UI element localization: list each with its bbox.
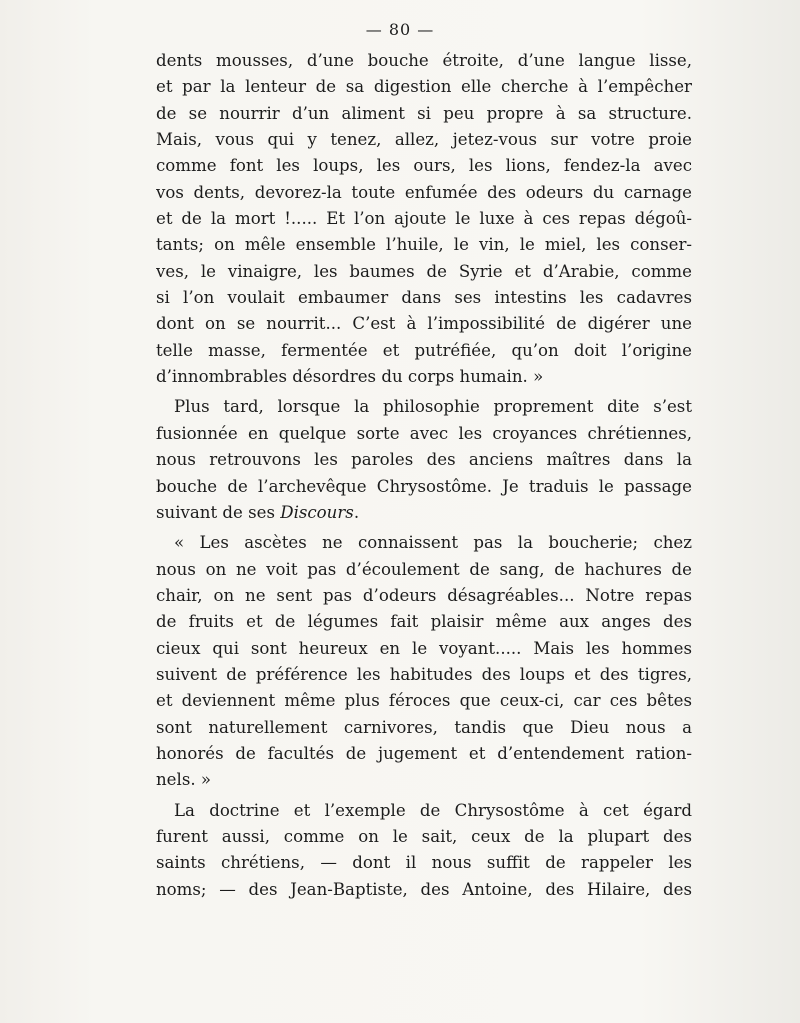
text-line: tants; on mêle ensemble l’huile, le vin, le miel, les conser- xyxy=(156,235,692,255)
text-line: dont on se nourrit... C’est à l’impossibilité de digérer une xyxy=(156,314,692,334)
text-line: comme font les loups, les ours, les lions, fendez-la avec xyxy=(156,156,692,176)
body-text xyxy=(156,48,692,903)
text-line: si l’on voulait embaumer dans ses intestins les cadavres xyxy=(156,288,692,308)
text-line: d’innombrables désordres du corps humain. » xyxy=(156,367,544,387)
text-line: nels. » xyxy=(156,770,212,790)
text-line: « Les ascètes ne connaissent pas la boucherie; chez xyxy=(174,533,692,553)
text-line: telle masse, fermentée et putréfiée, qu’on doit l’origine xyxy=(156,340,692,360)
text-line: vos dents, devorez-la toute enfumée des odeurs du carnage xyxy=(156,182,692,202)
page-number: — 80 — xyxy=(365,20,435,39)
paragraph-1 xyxy=(156,48,692,390)
paragraph-4 xyxy=(156,798,692,903)
text-line: bouche de l’archevêque Chrysostôme. Je traduis le passage xyxy=(156,476,692,496)
text-line: chair, on ne sent pas d’odeurs désagréables... Notre repas xyxy=(156,585,692,605)
text-line: suivent de préférence les habitudes des loups et des tigres, xyxy=(156,664,692,684)
text-line: et par la lenteur de sa digestion elle cherche à l’empêcher xyxy=(156,77,692,97)
text-line: Mais, vous qui y tenez, allez, jetez-vous sur votre proie xyxy=(156,130,692,150)
italic-title: Discours xyxy=(280,502,354,522)
paragraph-2 xyxy=(156,394,692,526)
text-line xyxy=(156,500,692,526)
text-line: de se nourrir d’un aliment si peu propre à sa structure. xyxy=(156,103,692,123)
text-line: nous on ne voit pas d’écoulement de sang, de hachures de xyxy=(156,559,692,579)
text-line: La doctrine et l’exemple de Chrysostôme à cet égard xyxy=(174,800,692,820)
text-line: Plus tard, lorsque la philosophie proprement dite s’est xyxy=(174,397,692,417)
text-line: de fruits et de légumes fait plaisir même aux anges des xyxy=(156,612,692,632)
text-line: sont naturellement carnivores, tandis que Dieu nous a xyxy=(156,717,692,737)
text-line: et de la mort !..... Et l’on ajoute le luxe à ces repas dégoû- xyxy=(156,209,692,229)
text-fragment: . xyxy=(353,502,360,522)
text-line: honorés de facultés de jugement et d’entendement ration- xyxy=(156,743,692,763)
text-fragment: suivant de ses xyxy=(156,502,281,522)
text-line: et deviennent même plus féroces que ceux-ci, car ces bêtes xyxy=(156,691,692,711)
text-line: cieux qui sont heureux en le voyant..... Mais les hommes xyxy=(156,638,692,658)
text-line: ves, le vinaigre, les baumes de Syrie et d’Arabie, comme xyxy=(156,261,692,281)
text-line: dents mousses, d’une bouche étroite, d’une langue lisse, xyxy=(156,51,692,70)
paragraph-3 xyxy=(156,530,692,793)
text-line: nous retrouvons les paroles des anciens maîtres dans la xyxy=(156,450,692,470)
text-line: fusionnée en quelque sorte avec les croyances chrétiennes, xyxy=(156,423,692,443)
text-line: saints chrétiens, — dont il nous suffit de rappeler les xyxy=(156,853,692,873)
text-line: furent aussi, comme on le sait, ceux de la plupart des xyxy=(156,826,692,846)
text-line: noms; — des Jean-Baptiste, des Antoine, des Hilaire, des xyxy=(156,879,692,899)
